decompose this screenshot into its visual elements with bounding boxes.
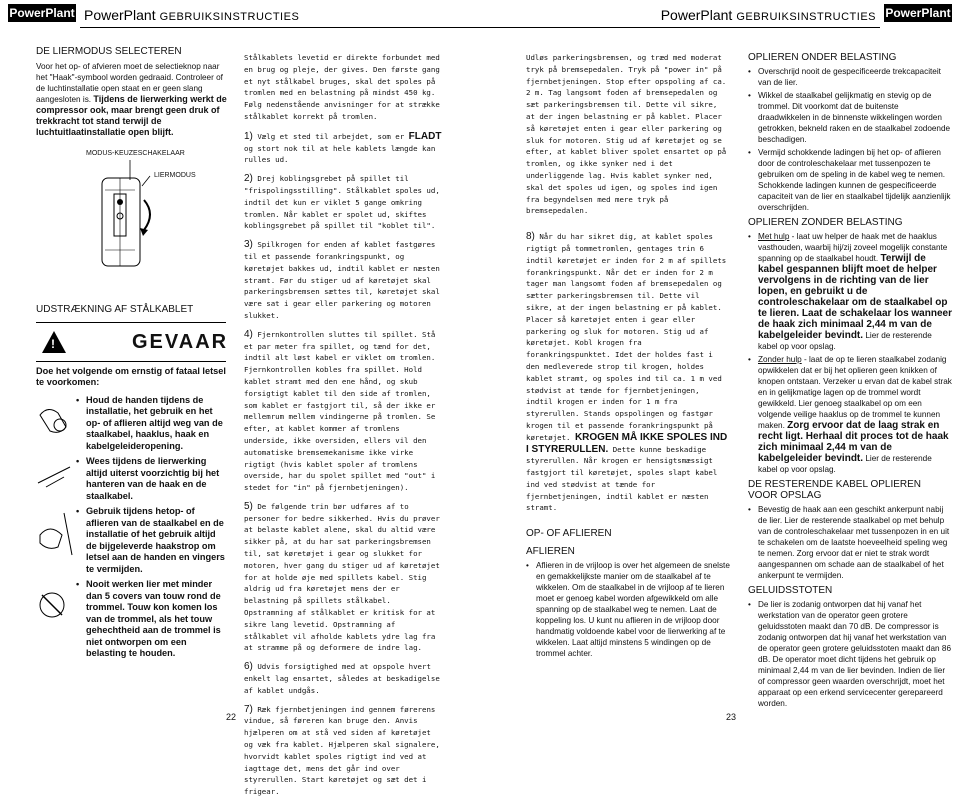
step-3: 3) Spilkrogen for enden af kablet fastgøres til et passende forankringspunkt, og køretøjet bakkes ud, indtil kablet er næsten stramt. Før du stiger ud af køretøjet skal parkeringsbremsen sættes til, køretøjet skal være sat i gear eller parkering og motoren slukket. [244,239,440,320]
onder-belasting-list [748,66,952,213]
step-4: 4) Fjernkontrollen sluttes til spillet. Stå et par meter fra spillet, og tænd for det, indtil alt løst kabel er viklet om tromlen. Fjernkontrollen kobles fra spillet. Hold kablet stramt med den ene hånd, og skub forsigtigt kablet til den side af tromlen, som kablet er fastgjort til, så der ikke er mellemrum mellem vindingerne på tromlen. Se efter, at kablet kommer af tromlens underside, ikke oversiden, ellers vil den automatiske bremsemekanisme ikke virke rigtigt (hvis kablet spoler af tromlens overside, har du spolet spillet med "out" i stedet for "in" på fjernbetjeningen). [244,328,436,493]
column-1 [36,46,232,145]
header-brand-right: PowerPlant [660,7,733,23]
danger-item: • Wees tijdens de lierwerking altijd uiterst voorzichtig bij het hanteren van de haak en de staalkabel. [76,456,226,502]
heading-op-of-aflieren: OP- OF AFLIEREN [526,528,612,540]
step-7: 7) Ræk fjernbetjeningen ind gennem førerens vindue, så føreren kan bruge den. Anvis hjælperen om at stå ved siden af køretøjet og væk fra kablet. Hjælperen skal signalere, hvorvidt kablet spoles rigtigt ind ved at iagttage det, mens det går ind over styrerullen. Start køretøjet og sæt det i frigear. [244,703,440,797]
page-number-right: 23 [726,712,737,722]
heading-zonder-belasting: OPLIEREN ZONDER BELASTING [748,217,903,228]
page-header [0,0,960,30]
step-5: 5) De følgende trin bør udføres af to personer for bedre sikkerhed. Hvis du prøver at belaste kablet alene, skal du altid være sikker på, at du har sat parkeringsbremsen til, sat køretøjet i gear og slukket for motoren, hver gang du stiger ud af køretøjet for at holde øje med spillets kabel. Stig aldrig ud fra køretøjet mens der er belastning på spillets stålkabel. Opstramning af stålkablet er kritisk for at sikre lang levetid. Opstramning af stålkablet vil afholde kablets ydre lag fra at stramme på og deformere de indre lag. [244,500,440,653]
step-1: 1) Vælg et sted til arbejdet, som er FLADT og stort nok til at hele kablets længde kan rulles ud. [244,130,442,165]
danger-list [76,395,226,660]
danger-banner [36,322,229,362]
header-rule-right [480,27,880,28]
resterende-kabel-list [748,504,952,581]
column-2 [244,52,442,805]
geluidsstoten-list [748,599,952,709]
danger-item: • Nooit werken lier met minder dan 5 covers van touw rond de trommel. Touw kon komen los van de trommel, als het touw gehechtheid aan de trommel is niet ontworpen om een belasting te houden. [76,579,226,660]
header-section-left: GEBRUIKSINSTRUCTIES [159,11,300,23]
exclamation-icon: ! [51,337,55,351]
met-hulp-item: • Met hulp - laat uw helper de haak met de haaklus vasthouden, waarbij hij/zij zoveel mogelijk constante spanning op de staalkabel houdt. Terwijl de kabel gespannen blijft moet de helper vervolgens in de richting van de lier lopen, en gebruikt u de controleschakelaar om de staalkabel op te lieren. Laat de schakelaar los wanneer de haak zich minimaal 2,44 m van de kabelgeleider bevindt. Lier de resterende kabel op voor opslag. [748,231,952,352]
hand-hazard-figures [36,395,76,665]
list-item: • Vermijd schokkende ladingen bij het op- of aflieren door de controleschakelaar met tussenpozen te gebruiken om de speling in de kabel weg te nemen. Schokkende ladingen kunnen de gespecificeerde capaciteit van de lier en staalkabel tijdelijk aanzienlijk overschrijden. [748,147,952,213]
intro-paragraph [36,61,232,138]
intro-bold: Tijdens de lierwerking werkt de compressor ook, maar brengt geen druk of trekkracht tot stand terwijl de luchtuitlaatinstallatie open blijft. [36,93,227,137]
powerplant-logo-left: PowerPlant [9,6,75,20]
heading-geluidsstoten: GELUIDSSTOTEN [748,585,833,596]
danger-item: • Gebruik tijdens hetop- of aflieren van de staalkabel en de installatie of het gebruik altijd de bijgeleverde haakstrop om letsel aan de handen en vingers te vermijden. [76,506,226,575]
header-title-right [661,7,876,23]
cable-intro: Stålkablets levetid er direkte forbundet med en brug og pleje, der gives. Den første gang et nyt stålkabel bruges, skal det spoles på tromlen med en belastning på mindst 450 kg. Følg nedenstående anvisninger for at strække stålkablet korrekt på tromlen. [244,53,440,121]
heading-onder-belasting: OPLIEREN ONDER BELASTING [748,52,897,63]
list-item: • Overschrijd nooit de gespecificeerde trekcapaciteit van de lier. [748,66,952,88]
subheading-aflieren: AFLIEREN [526,545,575,557]
list-item: • De lier is zodanig ontworpen dat hij vanaf het werkstation van de operator geen grotere geluidsstoten maakt dan 70 dB. De compressor is zodanig ontworpen dat hij vanaf het werkstation van de operator geen grotere geluidsstoten maakt dan 86 dB. De operator moet dicht tijdens het gebruik op minimaal 2,44 m van de lier bevinden. Indien de lier of compressor geen waarden overschrijdt, moet het apparaat op een erkend servicecenter gerepareerd worden. [748,599,952,709]
step-8: 8) Når du har sikret dig, at kablet spoles rigtigt på tommetromlen, gentages trin 6 indtil køretøjet er inden for 2 m af spillets forankringspunkt. Når det er inden for 2 m tager man langsomt foden af bremsepedalen og sætter parkeringsbremsen til. Dette vil sikre, at der ingen belastning er på kablet. Placer så køretøjet enten i gear eller parkering og sluk for motoren. Stig ud af køretøjet. Kobl krogen fra forankringspunktet. Idet der holdes fast i den medleverede strop til krogen, holdes kablet stramt, og spoles ind til ca. 1 m ved stødvist at tænde for fjernbetjeningen, indtil krogen er inden for 1 m fra styrerullen. Stands opspolingen og fastgør krogen til et passende forankringspunkt på køretøjet. KROGEN MÅ IKKE SPOLES IND I STYRERULLEN. Dette kunne beskadige styrerullen. Når krogen er hensigtsmæssigt fastgjort til køretøjet, spoles slapt kabel ind ved stødvist at tænde for fjernbetjeningen, indtil kablet er næsten stramt. [526,231,728,513]
danger-intro: Doe het volgende om ernstig of fataal letsel te voorkomen: [36,366,226,388]
fig-label-side: LIERMODUS [154,172,196,179]
header-section-right: GEBRUIKSINSTRUCTIES [736,11,876,23]
page-number-left: 22 [226,712,237,722]
header-title-left [84,7,299,23]
header-brand-left: PowerPlant [84,7,156,23]
fig-label-top: MODUS-KEUZESCHAKELAAR [86,150,185,157]
heading-liermodus: DE LIERMODUS SELECTEREN [36,46,182,57]
column-3 [526,52,730,661]
step-6: 6) Udvis forsigtighed med at opspole hvert enkelt lag ensartet, således at beskadigelse af kablet undgås. [244,661,440,695]
mode-switch-drawing [80,150,230,270]
list-item: • Bevestig de haak aan een geschikt ankerpunt nabij de lier. Lier de resterende staalkabel op met behulp van de controleschakelaar met tussenpozen in en uit te schakelen om de laatste hoeveelheid speling weg te nemen. Zorg ervoor dat er niet te strak wordt aangespannen om schade aan de staalkabel of het ankerpunt te vermijden. [748,504,952,581]
danger-item: • Houd de handen tijdens de installatie, het gebruik en het op- of aflieren altijd weg van de staalkabel, haaklus, haak en kabelgeleideropening. [76,395,226,453]
heading-udstraekning: UDSTRÆKNING AF STÅLKABLET [36,304,194,315]
aflieren-item: • Aflieren in de vrijloop is over het algemeen de snelste en gemakkelijkste manier om de staalkabel af te wikkelen. Om de staalkabel in de vrijloop af te lieren moet er genoeg kabel worden afgewikkeld om alle spanning op de staalkabel weg te nemen. Laat de koppeling los. U kunt nu aflieren in de vrijloop door handmatig voldoende kabel voor de lierwerking af te wikkelen. Laat altijd minstens 5 windingen op de trommel achter. [526,560,730,659]
aflieren-list [526,560,730,659]
heading-resterende-kabel: DE RESTERENDE KABEL OPLIEREN VOOR OPSLAG [748,479,922,501]
column-4 [748,52,952,711]
zonder-hulp-item: • Zonder hulp - laat de op te lieren staalkabel zodanig opwikkelen dat er bij het oplieren geen knikken of knopen ontstaan. Verzeker u ervan dat de kabel strak en in gelijkmatige lagen op de trommel wordt gewikkeld. Lier genoeg staalkabel op om een volgende veilige haaklus op de trommel te kunnen maken. Zorg ervoor dat de laag strak en recht ligt. Herhaal dit proces tot de haak zich minimaal 2,44 m van de kabelgeleider bevindt. Lier de resterende kabel op voor opslag. [748,354,952,475]
danger-warning [36,322,229,664]
header-rule-left [80,27,480,28]
step-2: 2) Drej koblingsgrebet på spillet til "frispolingsstilling". Stålkablet spoles ud, indtil det kun er viklet 5 gange omkring tromlen. Når kablet er spolet ud, skiftes koblingsgrebet på spillet til "koblet til". [244,173,440,231]
zonder-belasting-list [748,231,952,475]
powerplant-logo-right: PowerPlant [885,6,951,20]
warning-bold: KROGEN MÅ IKKE SPOLES IND I STYRERULLEN. [526,431,728,455]
danger-title: GEVAAR [132,331,229,353]
mode-switch-figure [80,150,230,270]
list-item: • Wikkel de staalkabel gelijkmatig en stevig op de trommel. Dit voorkomt dat de buitenste draadwikkelen in de binnenste wikkelingen worden getrokken, bekneld raken en de staalkabel zodoende beschadigen. [748,90,952,145]
step-7-continued: Udløs parkeringsbremsen, og træd med moderat tryk på bremsepedalen. Tryk på "power in" på fjernbetjeningen. Stop efter opspoling af ca. 2 m. Tag langsomt foden af bremsepedalen og sæt parkeringsbremsen til. Dette vil sikre, at der ingen belastning er på kablet. Placer så køretøjet enten i gear eller parkering og sluk for motoren. Stig ud af køretøjet og se efter, at kablet bliver spolet ensartet op på tromlen, og ikke synker ned i det underliggende lag. Hvis kablet synker ned, skal det spoles ud igen, og spoles ind igen fra begyndelsen med mere tryk på bremsepedalen. [526,53,727,216]
intro-text: Voor het op- of afvieren moet de selectieknop naar het "Haak"-symbool worden gedraaid. Controleer of de luchtinstallatie open staat en er geen slang aangesloten is. [36,61,223,104]
